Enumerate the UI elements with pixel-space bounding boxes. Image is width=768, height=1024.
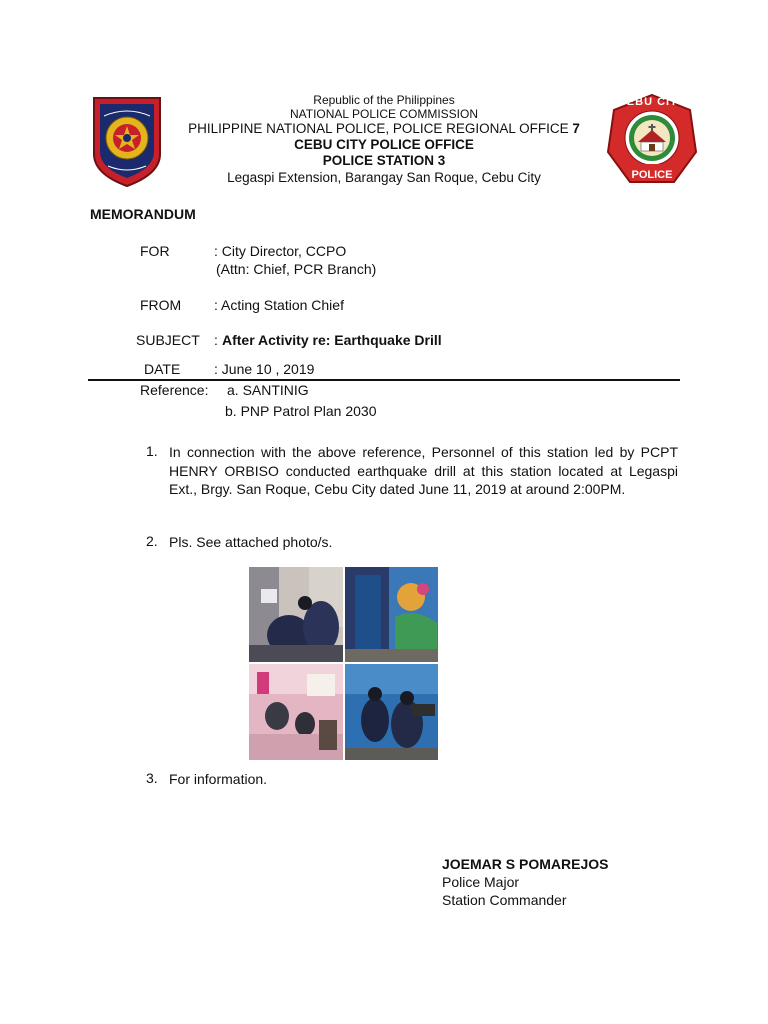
header-line-ccpo: CEBU CITY POLICE OFFICE xyxy=(294,137,474,152)
date-label: DATE xyxy=(144,361,181,377)
from-value: : Acting Station Chief xyxy=(214,297,344,313)
subject-colon: : xyxy=(214,332,218,348)
item-3-number: 3. xyxy=(146,770,158,786)
for-attn: (Attn: Chief, PCR Branch) xyxy=(216,261,377,277)
from-label: FROM xyxy=(140,297,182,313)
photo-officers-outside xyxy=(345,664,438,760)
header-line-republic: Republic of the Philippines xyxy=(313,93,455,107)
subject-value: After Activity re: Earthquake Drill xyxy=(222,332,442,348)
header-line-address: Legaspi Extension, Barangay San Roque, Cebu City xyxy=(227,170,541,185)
badge-bottom-text: POLICE xyxy=(631,169,673,181)
letterhead xyxy=(160,93,608,186)
signatory-rank: Police Major xyxy=(442,874,520,890)
for-label: FOR xyxy=(140,243,170,259)
divider-line xyxy=(88,379,680,381)
reference-a: a. SANTINIG xyxy=(227,382,309,398)
memo-title: MEMORANDUM xyxy=(90,206,196,222)
header-line-pnp-text: PHILIPPINE NATIONAL POLICE, POLICE REGIONAL OFFICE xyxy=(188,121,573,136)
reference-b: b. PNP Patrol Plan 2030 xyxy=(225,403,377,419)
item-1-text: In connection with the above reference, Personnel of this station led by PCPT HENRY ORBISO conducted earthquake drill at this station located at Legaspi Ext., Brgy. San Roque, Cebu City dated June 11, 2019 at around 2:00PM. xyxy=(169,444,678,497)
date-value: : June 10 , 2019 xyxy=(214,361,315,377)
header-line-pnp xyxy=(160,121,608,137)
header-line-station: POLICE STATION 3 xyxy=(322,153,446,168)
header-line-napolcom: NATIONAL POLICE COMMISSION xyxy=(289,107,479,121)
reference-label: Reference: xyxy=(140,382,209,398)
item-2-text: Pls. See attached photo/s. xyxy=(169,534,333,550)
photo-officers-ducking xyxy=(249,567,343,662)
photo-mural-doorway xyxy=(345,567,438,662)
item-3-text: For information. xyxy=(169,771,268,787)
for-value: : City Director, CCPO xyxy=(214,243,347,259)
photo-office-room xyxy=(249,664,343,760)
signatory-position: Station Commander xyxy=(442,892,567,908)
subject-label: SUBJECT xyxy=(136,332,200,348)
item-1-number: 1. xyxy=(146,443,158,459)
badge-top-text: CEBU CITY xyxy=(617,96,687,108)
header-line-pnp-region: 7 xyxy=(572,121,580,136)
pnp-seal-icon xyxy=(90,92,164,188)
signatory-name: JOEMAR S POMAREJOS xyxy=(442,856,609,872)
item-2-number: 2. xyxy=(146,533,158,549)
photo-collage xyxy=(249,567,438,760)
